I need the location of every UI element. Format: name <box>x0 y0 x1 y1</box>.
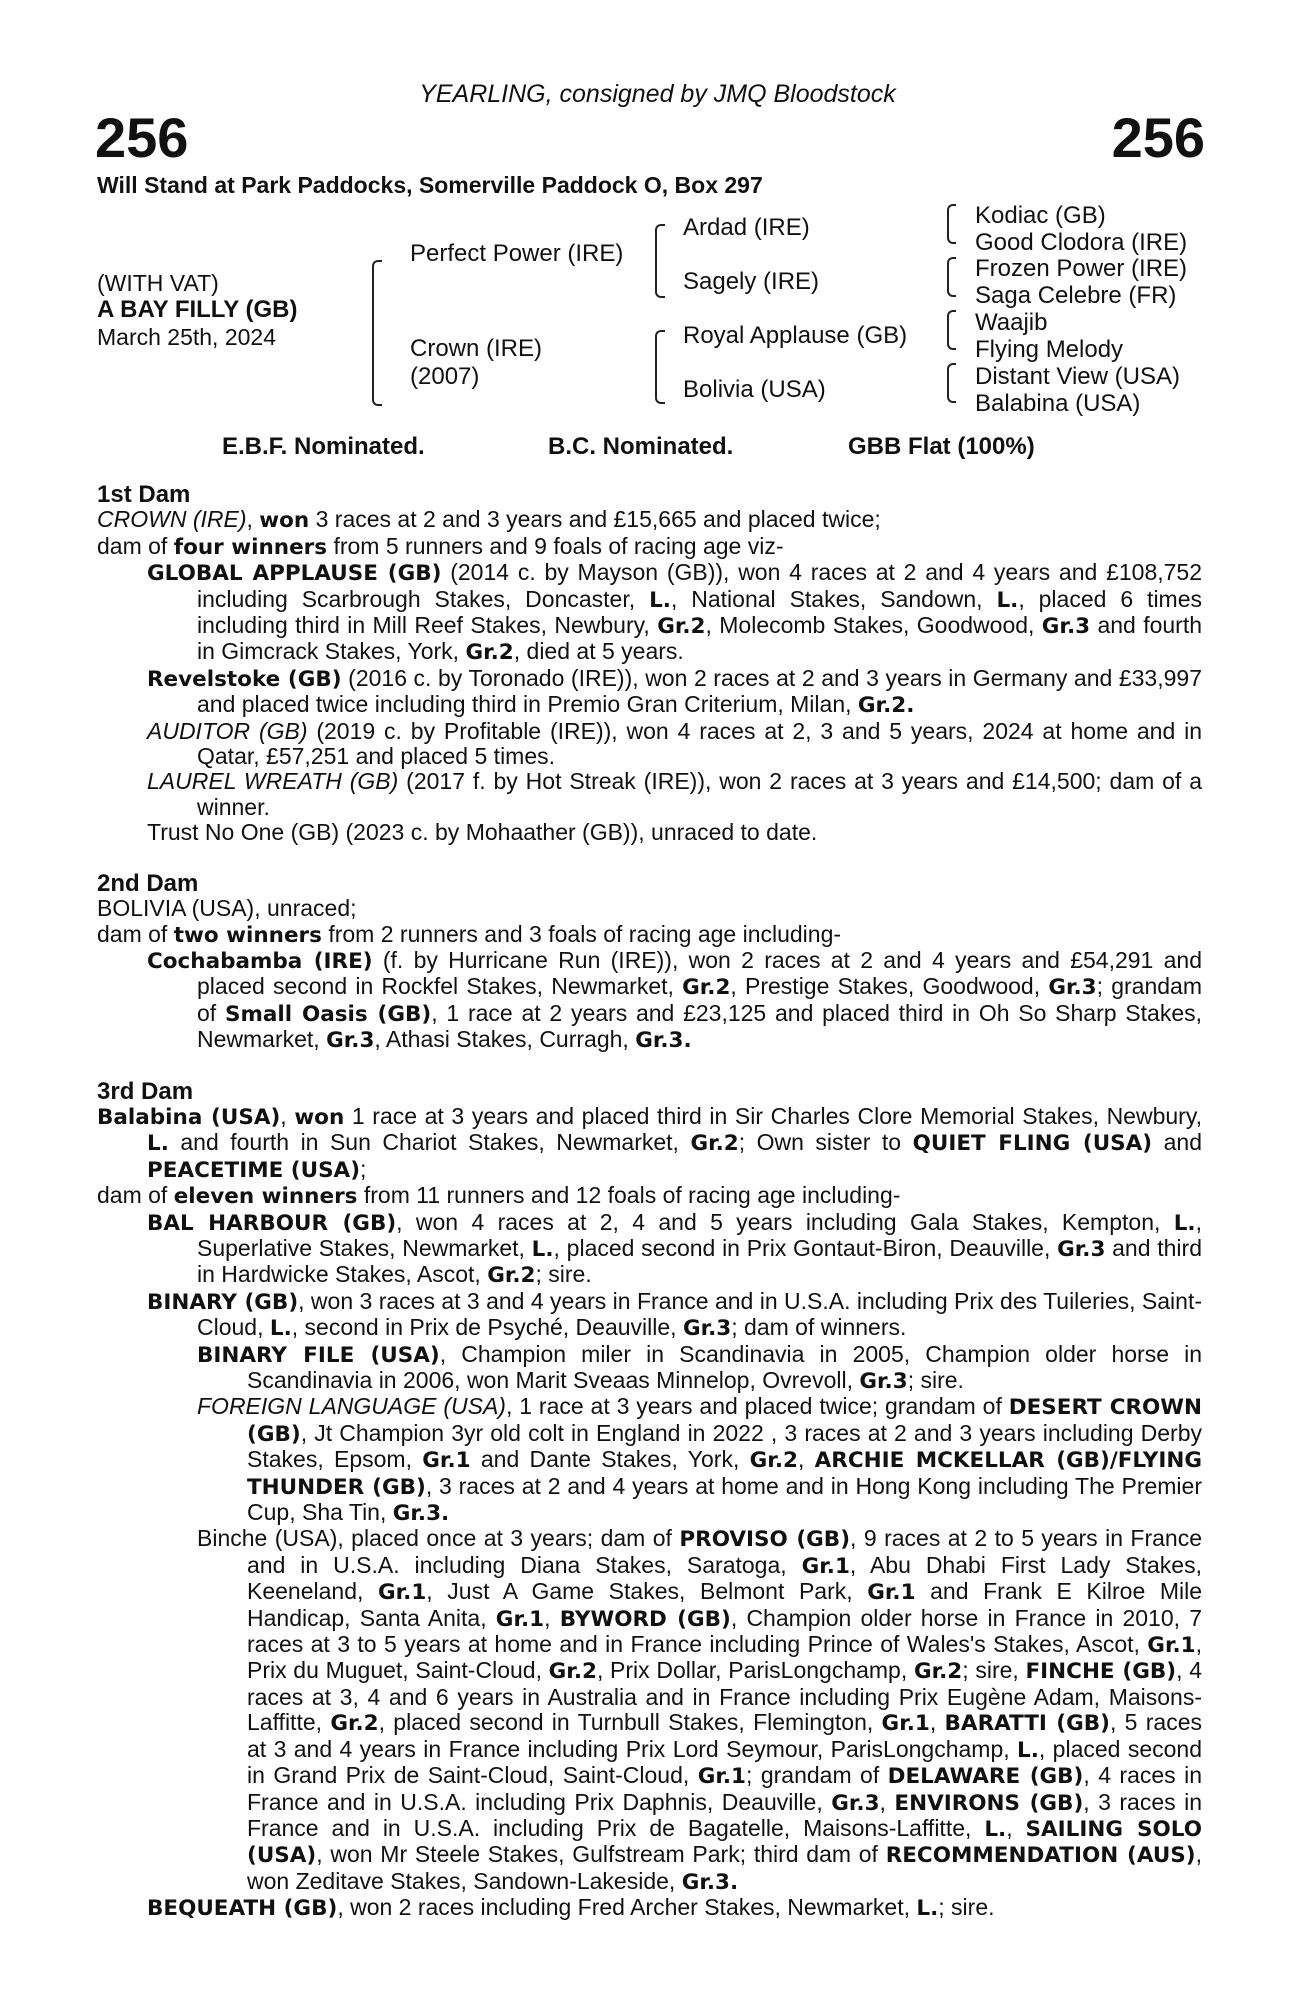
stand-location: Will Stand at Park Paddocks, Somerville Paddock O, Box 297 <box>97 172 763 198</box>
pedigree-dd-sire: Distant View (USA) <box>975 363 1180 390</box>
pedigree-bracket-dd <box>947 363 956 403</box>
pedigree-dam-sire: Royal Applause (GB) <box>683 322 908 349</box>
bc-nomination: B.C. Nominated. <box>548 433 734 460</box>
produce-global-applause: GLOBAL APPLAUSE (GB) (2014 c. by Mayson (GB)), won 4 races at 2 and 4 years and £108,752 including Scarbrough Stakes, Doncaster, L., National Stakes, Sandown, L., placed 6 times including third in Mill Reef Stakes, Newbury, Gr.2, Molecomb Stakes, Goodwood, Gr.3 and fourth in Gimcrack Stakes, York, Gr.2, died at 5 years. <box>147 559 1203 666</box>
pedigree-sd-dam: Saga Celebre (FR) <box>975 282 1177 309</box>
first-dam-record: CROWN (IRE), won 3 races at 2 and 3 years and £15,665 and placed twice; <box>97 506 881 534</box>
pedigree-dam-year: (2007) <box>410 363 480 390</box>
pedigree-bracket-dam <box>655 330 665 404</box>
second-dam-summary: dam of two winners from 2 runners and 3 foals of racing age including- <box>97 920 842 948</box>
produce-laurel-wreath: LAUREL WREATH (GB) (2017 f. by Hot Streak (IRE)), won 2 races at 3 years and £14,500; dam of a winner. <box>147 768 1202 820</box>
pedigree-bracket-ds <box>947 310 956 350</box>
pedigree-bracket-gen1 <box>372 260 382 406</box>
second-dam-record: BOLIVIA (USA), unraced; <box>97 895 357 922</box>
consignor-line: YEARLING, consigned by JMQ Bloodstock <box>419 80 896 108</box>
third-dam-record: Balabina (USA), won 1 race at 3 years and placed third in Sir Charles Clore Memorial Stakes, Newbury, L. and fourth in Sun Chariot Stakes, Newmarket, Gr.2; Own sister to QUIET FLING (USA) and PEACETIME (USA); <box>97 1102 1203 1183</box>
produce-revelstoke: Revelstoke (GB) (2016 c. by Toronado (IRE)), won 2 races at 2 and 3 years in Germany and £33,997 and placed twice including third in Premio Gran Criterium, Milan, Gr.2. <box>147 664 1202 719</box>
pedigree-sire-dam: Sagely (IRE) <box>683 268 820 295</box>
produce-binary: BINARY (GB), won 3 races at 3 and 4 years in France and in U.S.A. including Prix des Tuileries, Saint-Cloud, L., second in Prix de Psyché, Deauville, Gr.3; dam of winners. <box>147 1287 1203 1342</box>
pedigree-sd-sire: Frozen Power (IRE) <box>975 255 1188 282</box>
second-dam-heading: 2nd Dam <box>97 869 199 897</box>
produce-binary-file: BINARY FILE (USA), Champion miler in Scandinavia in 2005, Champion older horse in Scandinavia in 2006, won Marit Sveaas Minnelop, Ovrevoll, Gr.3; sire. <box>197 1340 1202 1394</box>
pedigree-bracket-sd <box>947 257 956 297</box>
horse-name: A BAY FILLY (GB) <box>97 296 298 323</box>
lot-number-right: 256 <box>1111 106 1205 169</box>
pedigree-sire: Perfect Power (IRE) <box>410 240 624 267</box>
ebf-nomination: E.B.F. Nominated. <box>222 433 425 460</box>
first-dam-heading: 1st Dam <box>97 481 191 508</box>
pedigree-dam-dam: Bolivia (USA) <box>683 376 826 403</box>
horse-dob: March 25th, 2024 <box>97 324 277 350</box>
pedigree-dd-dam: Balabina (USA) <box>975 390 1141 417</box>
produce-record <box>97 482 1202 1922</box>
pedigree-ss-sire: Kodiac (GB) <box>975 202 1106 229</box>
produce-auditor: AUDITOR (GB) (2019 c. by Profitable (IRE)), won 4 races at 2, 3 and 5 years, 2024 at home and in Qatar, £57,251 and placed 5 times. <box>147 717 1202 770</box>
produce-bequeath: BEQUEATH (GB), won 2 races including Fred Archer Stakes, Newmarket, L.; sire. <box>147 1894 995 1922</box>
produce-foreign-language: FOREIGN LANGUAGE (USA), 1 race at 3 years and placed twice; grandam of DESERT CROWN (GB), Jt Champion 3yr old colt in England in 2022 , 3 races at 2 and 3 years including Derby Stakes, Epsom, Gr.1 and Dante Stakes, York, Gr.2, ARCHIE MCKELLAR (GB)/FLYING THUNDER (GB), 3 races at 2 and 4 years at home and in Hong Kong including The Premier Cup, Sha Tin, Gr.3. <box>197 1393 1203 1527</box>
first-dam-summary: dam of four winners from 5 runners and 9 foals of racing age viz- <box>97 532 784 560</box>
pedigree-ss-dam: Good Clodora (IRE) <box>975 229 1188 256</box>
pedigree-bracket-sire <box>655 224 665 298</box>
pedigree-bracket-ss <box>947 204 956 244</box>
produce-bal-harbour: BAL HARBOUR (GB), won 4 races at 2, 4 and 5 years including Gala Stakes, Kempton, L., Superlative Stakes, Newmarket, L., placed second in Prix Gontaut-Biron, Deauville, Gr.3 and third in Hardwicke Stakes, Ascot, Gr.2; sire. <box>147 1208 1202 1289</box>
pedigree-ds-dam: Flying Melody <box>975 336 1124 363</box>
gbb-flat: GBB Flat (100%) <box>848 433 1035 460</box>
lot-number-left: 256 <box>95 106 189 169</box>
produce-binche: Binche (USA), placed once at 3 years; dam of PROVISO (GB), 9 races at 2 to 5 years in France and in U.S.A. including Diana Stakes, Saratoga, Gr.1, Abu Dhabi First Lady Stakes, Keeneland, Gr.1, Just A Game Stakes, Belmont Park, Gr.1 and Frank E Kilroe Mile Handicap, Santa Anita, Gr.1, BYWORD (GB), Champion older horse in France in 2010, 7 races at 3 to 5 years at home and in France including Prince of Wales's Stakes, Ascot, Gr.1, Prix du Muguet, Saint-Cloud, Gr.2, Prix Dollar, ParisLongchamp, Gr.2; sire, FINCHE (GB), 4 races at 3, 4 and 6 years in Australia and in France including Prix Eugène Adam, Maisons-Laffitte, Gr.2, placed second in Turnbull Stakes, Flemington, Gr.1, BARATTI (GB), 5 races at 3 and 4 years in France including Prix Lord Seymour, ParisLongchamp, L., placed second in Grand Prix de Saint-Cloud, Saint-Cloud, Gr.1; grandam of DELAWARE (GB), 4 races in France and in U.S.A. including Prix Daphnis, Deauville, Gr.3, ENVIRONS (GB), 3 races in France and in U.S.A. including Prix de Bagatelle, Maisons-Laffitte, L., SAILING SOLO (USA), won Mr Steele Stakes, Gulfstream Park; third dam of RECOMMENDATION (AUS), won Zeditave Stakes, Sandown-Lakeside, Gr.3. <box>197 1525 1203 1895</box>
pedigree-ds-sire: Waajib <box>975 309 1048 336</box>
pedigree-sire-sire: Ardad (IRE) <box>683 214 810 241</box>
vat-note: (WITH VAT) <box>97 270 219 296</box>
third-dam-heading: 3rd Dam <box>97 1077 194 1105</box>
produce-cochabamba: Cochabamba (IRE) (f. by Hurricane Run (IRE)), won 2 races at 2 and 4 years and £54,291 and placed second in Rockfel Stakes, Newmarket, Gr.2, Prestige Stakes, Goodwood, Gr.3; grandam of Small Oasis (GB), 1 race at 2 years and £23,125 and placed third in Oh So Sharp Stakes, Newmarket, Gr.3, Athasi Stakes, Curragh, Gr.3. <box>147 946 1203 1054</box>
pedigree-dam: Crown (IRE) <box>410 335 543 362</box>
third-dam-summary: dam of eleven winners from 11 runners and 12 foals of racing age including- <box>97 1182 901 1210</box>
produce-trust-no-one: Trust No One (GB) (2023 c. by Mohaather (GB)), unraced to date. <box>147 819 818 846</box>
